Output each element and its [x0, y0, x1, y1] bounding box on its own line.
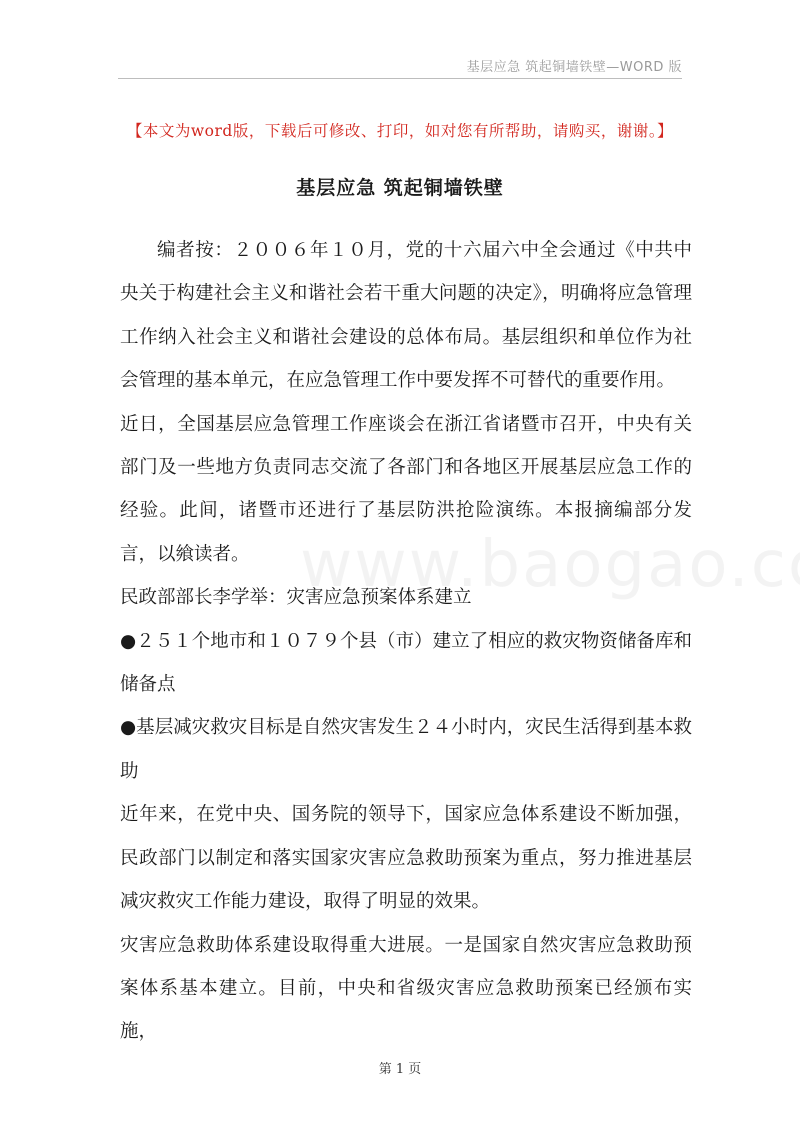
document-body	[120, 229, 692, 1054]
editor-note-paragraph: 编者按：２００６年１０月，党的十六届六中全会通过《中共中央关于构建社会主义和谐社会若干重大问题的决定》，明确将应急管理工作纳入社会主义和谐社会建设的总体布局。基层组织和单位作为社会管理的基本单元，在应急管理工作中要发挥不可替代的重要作用。	[120, 240, 692, 392]
header-divider	[118, 78, 682, 79]
running-header: 基层应急 筑起铜墙铁壁—WORD 版	[466, 60, 682, 75]
body-paragraph: 近年来，在党中央、国务院的领导下，国家应急体系建设不断加强，民政部门以制定和落实国家灾害应急救助预案为重点，努力推进基层减灾救灾工作能力建设，取得了明显的效果。	[120, 804, 692, 913]
body-paragraph: 灾害应急救助体系建设取得重大进展。一是国家自然灾害应急救助预案体系基本建立。目前，中央和省级灾害应急救助预案已经颁布实施，	[120, 934, 692, 1043]
download-notice: 【本文为word版，下载后可修改、打印，如对您有所帮助，请购买，谢谢。】	[126, 122, 674, 140]
page-number: 第 1 页	[378, 1062, 422, 1077]
body-paragraph: 近日，全国基层应急管理工作座谈会在浙江省诸暨市召开，中央有关部门及一些地方负责同志交流了各部门和各地区开展基层应急工作的经验。此间，诸暨市还进行了基层防洪抢险演练。本报摘编部分发言，以飨读者。	[120, 413, 692, 565]
document-title: 基层应急 筑起铜墙铁壁	[296, 177, 504, 199]
bullet-point: ●２５１个地市和１０７９个县（市）建立了相应的救灾物资储备库和储备点	[120, 630, 692, 696]
bullet-point: ●基层减灾救灾目标是自然灾害发生２４小时内，灾民生活得到基本救助	[120, 717, 692, 782]
section-heading: 民政部部长李学举：灾害应急预案体系建立	[120, 587, 472, 609]
